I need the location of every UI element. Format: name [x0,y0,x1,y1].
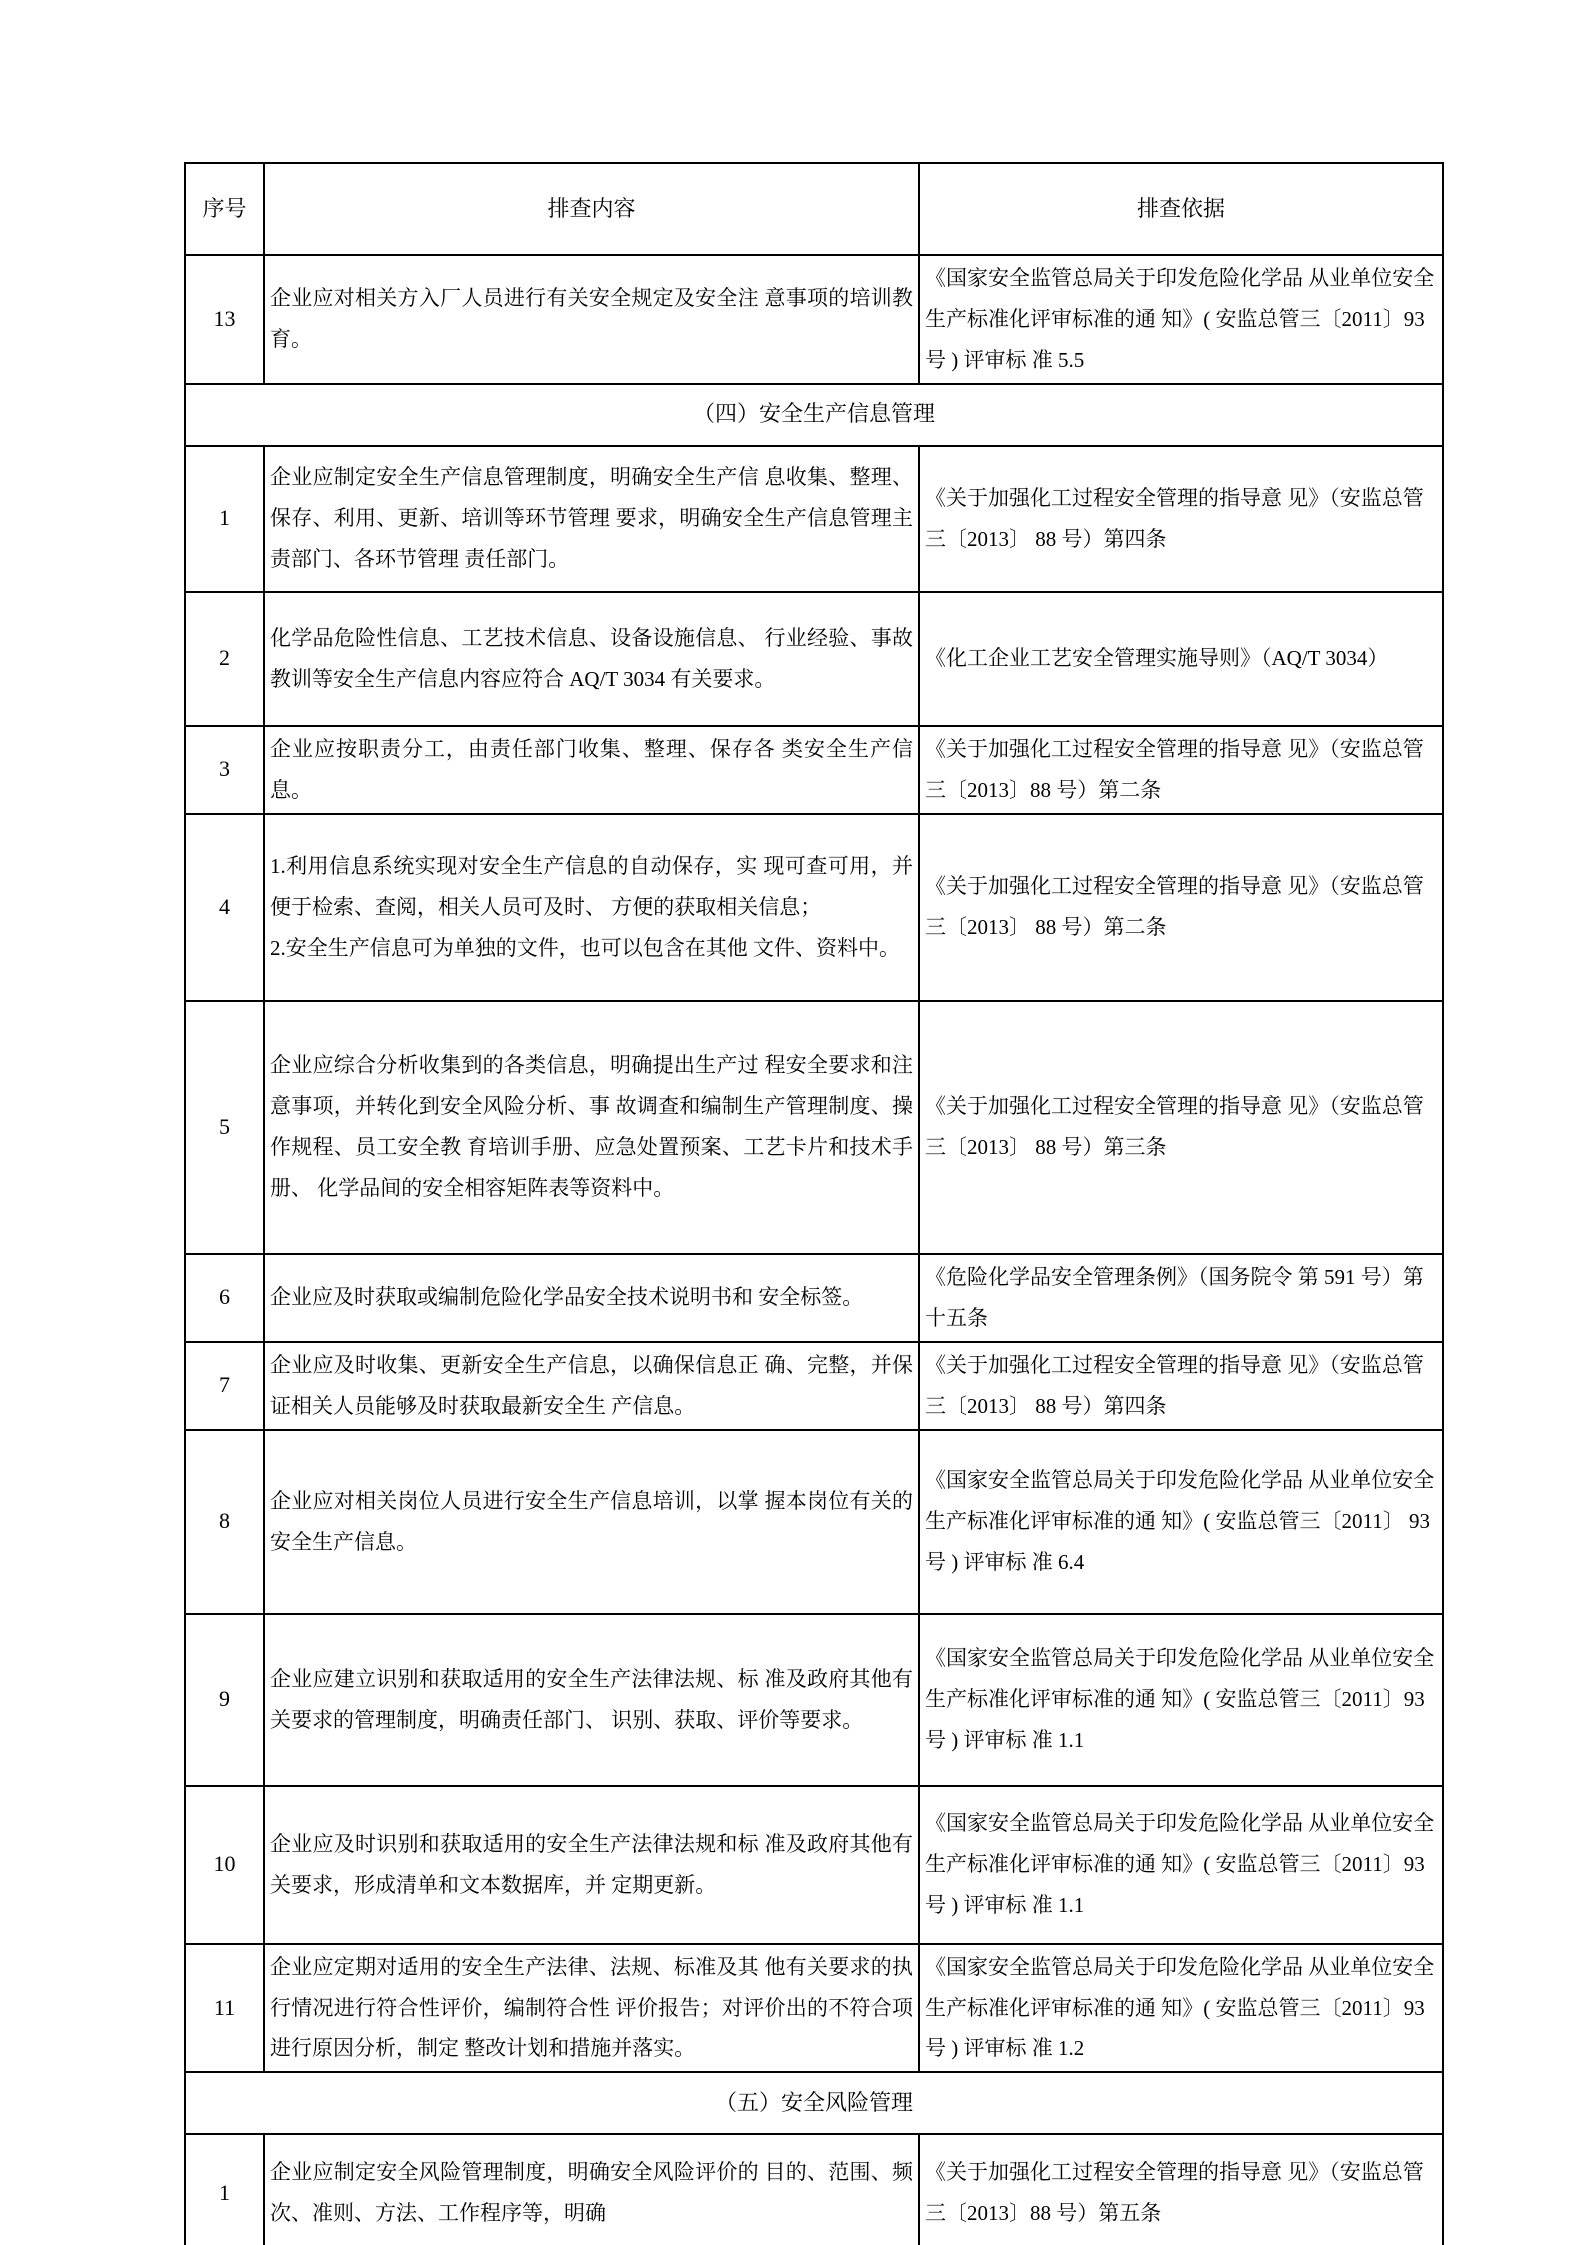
basis-cell: 《关于加强化工过程安全管理的指导意 见》（安监总管三〔2013〕 88 号）第四条 [919,1342,1443,1430]
content-cell: 企业应及时获取或编制危险化学品安全技术说明书和 安全标签。 [264,1254,919,1342]
section-row [185,2072,1443,2134]
serial-cell: 9 [185,1614,264,1786]
content-cell: 企业应制定安全生产信息管理制度，明确安全生产信 息收集、整理、保存、利用、更新、培训等环节管理 要求，明确安全生产信息管理主责部门、各环节管理 责任部门。 [264,446,919,592]
header-row [185,163,1443,255]
section-title: （五）安全风险管理 [185,2072,1443,2134]
table-body [185,255,1443,2245]
content-cell: 企业应及时收集、更新安全生产信息，以确保信息正 确、完整，并保证相关人员能够及时获取最新安全生 产信息。 [264,1342,919,1430]
table-row [185,1254,1443,1342]
section-row [185,384,1443,446]
serial-cell: 3 [185,726,264,814]
section-title: （四）安全生产信息管理 [185,384,1443,446]
basis-cell: 《国家安全监管总局关于印发危险化学品 从业单位安全生产标准化评审标准的通 知》( 安监总管三〔2011〕93 号 ) 评审标 准 1.2 [919,1944,1443,2073]
content-cell: 化学品危险性信息、工艺技术信息、设备设施信息、 行业经验、事故教训等安全生产信息内容应符合 AQ/T 3034 有关要求。 [264,592,919,726]
basis-cell: 《化工企业工艺安全管理实施导则》（AQ/T 3034） [919,592,1443,726]
serial-cell: 13 [185,255,264,384]
table-row [185,1944,1443,2073]
serial-cell: 2 [185,592,264,726]
basis-cell: 《危险化学品安全管理条例》（国务院令 第 591 号）第十五条 [919,1254,1443,1342]
table-row [185,255,1443,384]
content-cell: 企业应综合分析收集到的各类信息，明确提出生产过 程安全要求和注意事项，并转化到安全风险分析、事 故调查和编制生产管理制度、操作规程、员工安全教 育培训手册、应急处置预案、工艺卡片和技术手册、 化学品间的安全相容矩阵表等资料中。 [264,1001,919,1254]
serial-cell: 8 [185,1430,264,1614]
content-cell: 企业应按职责分工，由责任部门收集、整理、保存各 类安全生产信息。 [264,726,919,814]
table-row [185,592,1443,726]
content-paragraph: 2.安全生产信息可为单独的文件，也可以包含在其他 文件、资料中。 [270,935,900,960]
table-row [185,1001,1443,1254]
basis-column-header: 排查依据 [919,163,1443,255]
table-row [185,1614,1443,1786]
content-cell: 企业应制定安全风险管理制度，明确安全风险评价的 目的、范围、频次、准则、方法、工作程序等，明确 [264,2134,919,2245]
basis-cell: 《关于加强化工过程安全管理的指导意 见》（安监总管三〔2013〕88 号）第五条 [919,2134,1443,2245]
table-row [185,726,1443,814]
table-row [185,1430,1443,1614]
content-cell: 企业应及时识别和获取适用的安全生产法律法规和标 准及政府其他有关要求，形成清单和文本数据库，并 定期更新。 [264,1786,919,1944]
table-header [185,163,1443,255]
serial-column-header: 序号 [185,163,264,255]
basis-cell: 《国家安全监管总局关于印发危险化学品 从业单位安全生产标准化评审标准的通 知》( 安监总管三〔2011〕 93 号 ) 评审标 准 6.4 [919,1430,1443,1614]
serial-cell: 4 [185,814,264,1001]
basis-cell: 《关于加强化工过程安全管理的指导意 见》（安监总管三〔2013〕 88 号）第三条 [919,1001,1443,1254]
content-cell: 企业应建立识别和获取适用的安全生产法律法规、标 准及政府其他有关要求的管理制度，明确责任部门、 识别、获取、评价等要求。 [264,1614,919,1786]
table-row [185,1786,1443,1944]
table-row [185,1342,1443,1430]
content-cell: 企业应对相关岗位人员进行安全生产信息培训，以掌 握本岗位有关的安全生产信息。 [264,1430,919,1614]
serial-cell: 10 [185,1786,264,1944]
table-row [185,446,1443,592]
table-row [185,814,1443,1001]
basis-cell: 《国家安全监管总局关于印发危险化学品 从业单位安全生产标准化评审标准的通 知》( 安监总管三〔2011〕93 号 ) 评审标 准 1.1 [919,1786,1443,1944]
content-cell [264,814,919,1001]
serial-cell: 7 [185,1342,264,1430]
serial-cell: 1 [185,2134,264,2245]
content-cell: 企业应对相关方入厂人员进行有关安全规定及安全注 意事项的培训教育。 [264,255,919,384]
basis-cell: 《关于加强化工过程安全管理的指导意 见》（安监总管三〔2013〕 88 号）第四条 [919,446,1443,592]
serial-cell: 1 [185,446,264,592]
basis-cell: 《国家安全监管总局关于印发危险化学品 从业单位安全生产标准化评审标准的通 知》( 安监总管三〔2011〕93 号 ) 评审标 准 1.1 [919,1614,1443,1786]
content-column-header: 排查内容 [264,163,919,255]
serial-cell: 5 [185,1001,264,1254]
basis-cell: 《国家安全监管总局关于印发危险化学品 从业单位安全生产标准化评审标准的通 知》( 安监总管三〔2011〕93 号 ) 评审标 准 5.5 [919,255,1443,384]
content-cell: 企业应定期对适用的安全生产法律、法规、标准及其 他有关要求的执行情况进行符合性评价，编制符合性 评价报告；对评价出的不符合项进行原因分析，制定 整改计划和措施并落实。 [264,1944,919,2073]
basis-cell: 《关于加强化工过程安全管理的指导意 见》（安监总管三〔2013〕88 号）第二条 [919,726,1443,814]
table-row [185,2134,1443,2245]
inspection-table [184,162,1444,2245]
serial-cell: 6 [185,1254,264,1342]
serial-cell: 11 [185,1944,264,2073]
content-paragraph: 1.利用信息系统实现对安全生产信息的自动保存，实 现可查可用，并便于检索、查阅，相关人员可及时、 方便的获取相关信息； [270,853,913,919]
basis-cell: 《关于加强化工过程安全管理的指导意 见》（安监总管三〔2013〕 88 号）第二条 [919,814,1443,1001]
